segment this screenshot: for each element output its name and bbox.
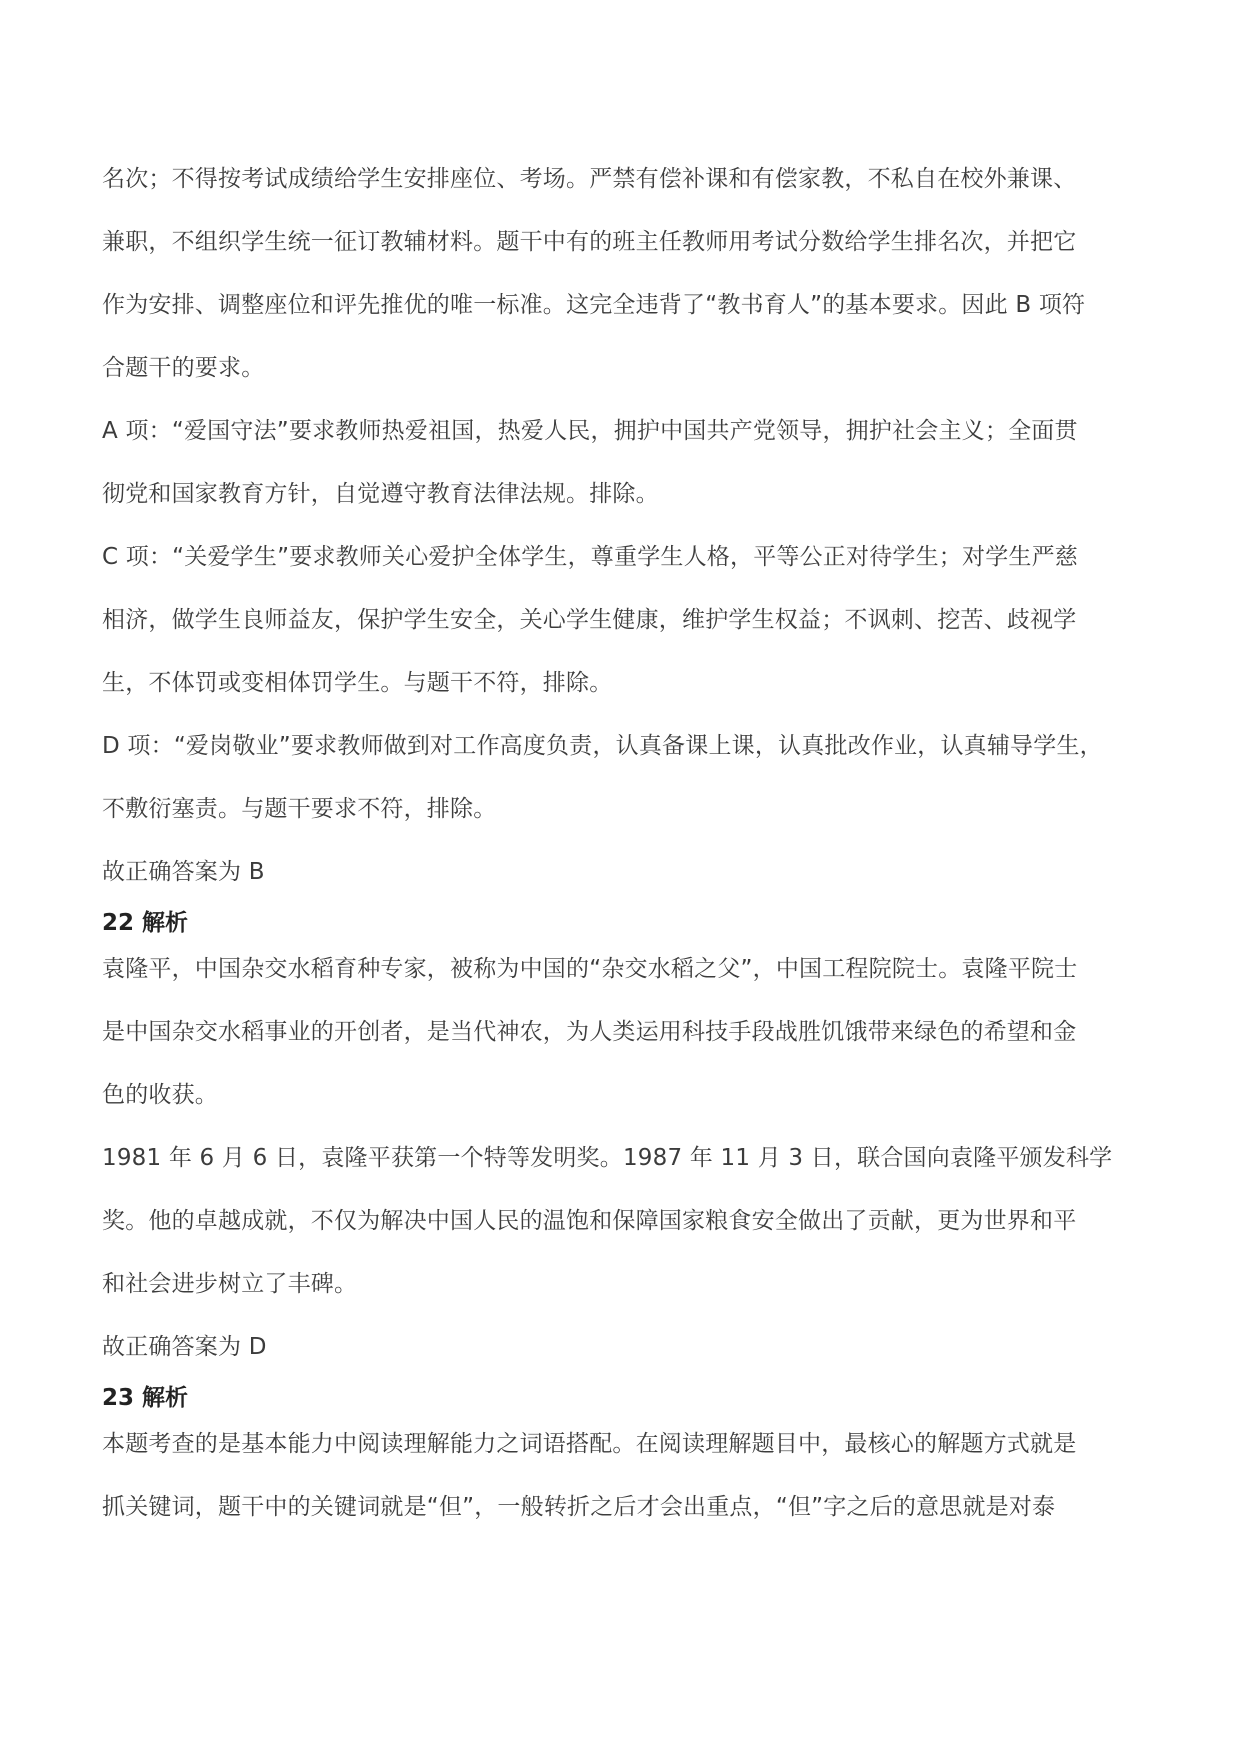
text-line: 故正确答案为 B bbox=[102, 859, 265, 885]
text-line: 是中国杂交水稻事业的开创者，是当代神农，为人类运用科技手段战胜饥饿带来绿色的希望和金 bbox=[102, 1019, 1077, 1045]
text-line: 本题考查的是基本能力中阅读理解能力之词语搭配。在阅读理解题目中，最核心的解题方式就是 bbox=[102, 1431, 1077, 1457]
paragraph-yuan-longping-awards bbox=[102, 1127, 1152, 1316]
text-line: D 项：“爱岗敬业”要求教师做到对工作高度负责，认真备课上课，认真批改作业，认真辅导学生， bbox=[102, 733, 1103, 759]
text-line: 色的收获。 bbox=[102, 1082, 218, 1108]
text-line: 1981 年 6 月 6 日，袁隆平获第一个特等发明奖。1987 年 11 月 3 日，联合国向袁隆平颁发科学 bbox=[102, 1145, 1113, 1171]
paragraph-option-a bbox=[102, 400, 1152, 526]
text-line: 相济，做学生良师益友，保护学生安全，关心学生健康，维护学生权益；不讽刺、挖苦、歧视学 bbox=[102, 607, 1077, 633]
text-line: 不敷衍塞责。与题干要求不符，排除。 bbox=[102, 796, 497, 822]
document-body bbox=[102, 148, 1152, 1539]
text-line: A 项：“爱国守法”要求教师热爱祖国，热爱人民，拥护中国共产党领导，拥护社会主义；全面贯 bbox=[102, 418, 1078, 444]
text-line: 和社会进步树立了丰碑。 bbox=[102, 1271, 358, 1297]
text-line: 作为安排、调整座位和评先推优的唯一标准。这完全违背了“教书育人”的基本要求。因此 B 项符 bbox=[102, 292, 1086, 318]
paragraph-option-d bbox=[102, 715, 1152, 841]
paragraph-option-c bbox=[102, 526, 1152, 715]
text-line: C 项：“关爱学生”要求教师关心爱护全体学生，尊重学生人格，平等公正对待学生；对学生严慈 bbox=[102, 544, 1079, 570]
paragraph-teaching-explanation bbox=[102, 148, 1152, 400]
paragraph-reading-comprehension bbox=[102, 1413, 1152, 1539]
paragraph-yuan-longping-intro bbox=[102, 938, 1152, 1127]
section-heading-23: 23 解析 bbox=[102, 1385, 189, 1411]
text-line: 故正确答案为 D bbox=[102, 1334, 267, 1360]
text-line: 兼职，不组织学生统一征订教辅材料。题干中有的班主任教师用考试分数给学生排名次，并把它 bbox=[102, 229, 1077, 255]
text-line: 彻党和国家教育方针，自觉遵守教育法律法规。排除。 bbox=[102, 481, 659, 507]
answer-line-d bbox=[102, 1316, 1152, 1379]
section-heading-22: 22 解析 bbox=[102, 910, 189, 936]
text-line: 名次；不得按考试成绩给学生安排座位、考场。严禁有偿补课和有偿家教，不私自在校外兼课、 bbox=[102, 166, 1077, 192]
answer-line-b bbox=[102, 841, 1152, 904]
text-line: 合题干的要求。 bbox=[102, 355, 265, 381]
text-line: 袁隆平，中国杂交水稻育种专家，被称为中国的“杂交水稻之父”，中国工程院院士。袁隆平院士 bbox=[102, 956, 1078, 982]
text-line: 抓关键词，题干中的关键词就是“但”，一般转折之后才会出重点，“但”字之后的意思就是对泰 bbox=[102, 1494, 1056, 1520]
text-line: 奖。他的卓越成就，不仅为解决中国人民的温饱和保障国家粮食安全做出了贡献，更为世界和平 bbox=[102, 1208, 1077, 1234]
text-line: 生，不体罚或变相体罚学生。与题干不符，排除。 bbox=[102, 670, 613, 696]
